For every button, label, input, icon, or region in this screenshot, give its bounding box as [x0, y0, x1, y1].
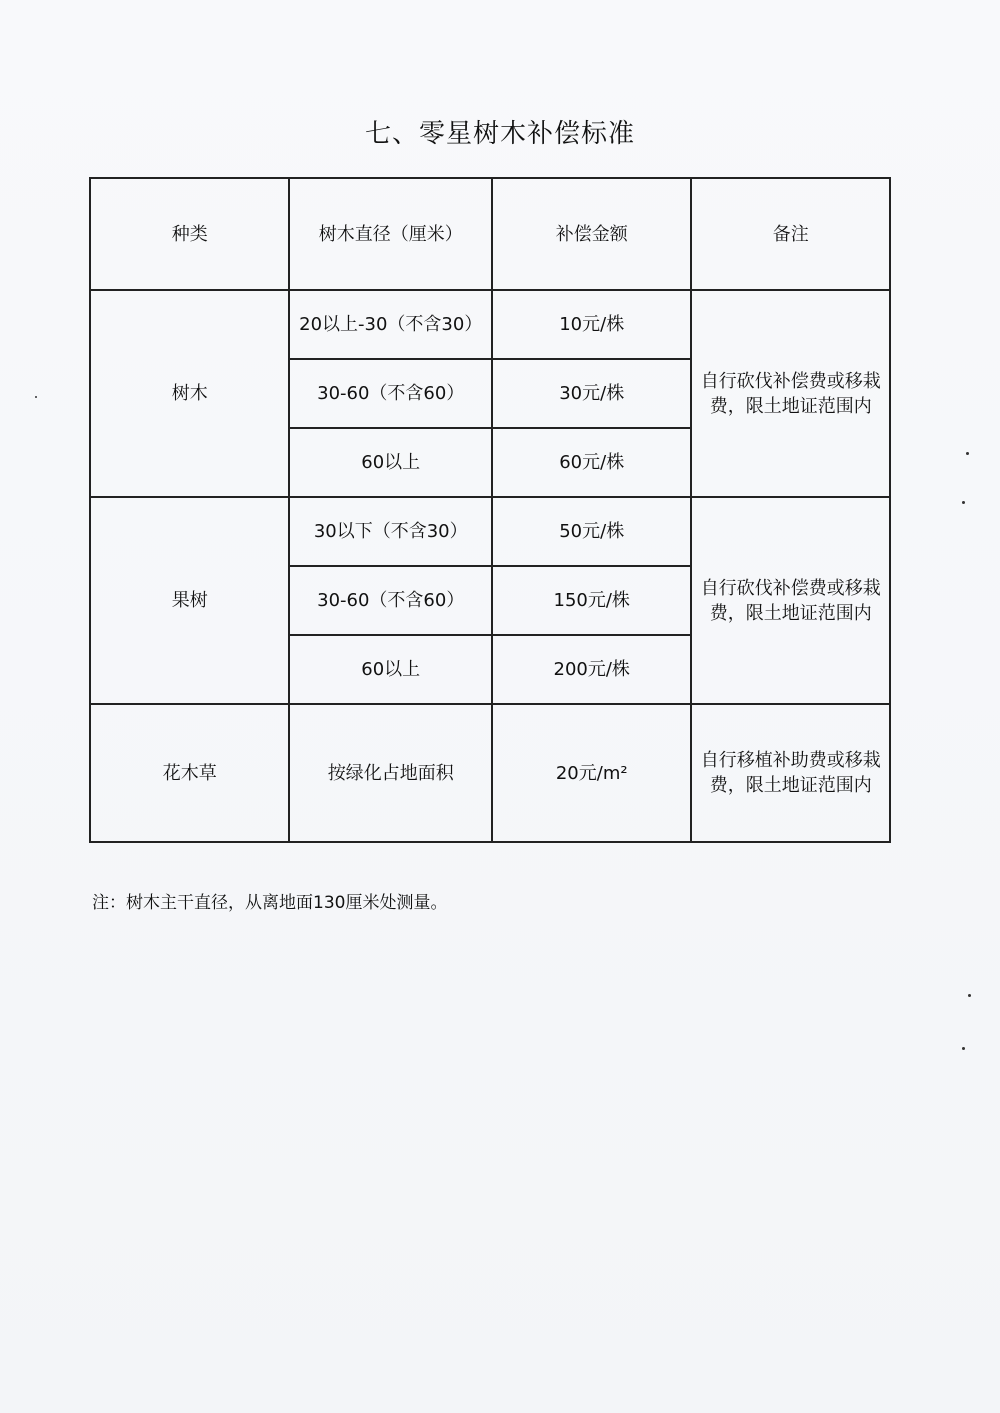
page-title: 七、零星树木补偿标准	[364, 119, 635, 149]
diameter-cell: 30-60（不含60）	[289, 359, 492, 428]
scan-speck	[966, 452, 969, 455]
amount-cell: 60元/株	[492, 428, 691, 497]
header-amount: 补偿金额	[492, 178, 691, 290]
header-note: 备注	[691, 178, 890, 290]
footnote: 注：树木主干直径，从离地面130厘米处测量。	[92, 893, 448, 913]
category-cell: 花木草	[90, 704, 289, 842]
diameter-cell: 30-60（不含60）	[289, 566, 492, 635]
compensation-table	[89, 177, 891, 843]
diameter-cell: 20以上-30（不含30）	[289, 290, 492, 359]
amount-cell: 10元/株	[492, 290, 691, 359]
scan-speck	[35, 396, 37, 398]
table-row	[90, 704, 890, 842]
header-category: 种类	[90, 178, 289, 290]
diameter-cell: 按绿化占地面积	[289, 704, 492, 842]
amount-cell: 20元/m²	[492, 704, 691, 842]
note-cell: 自行砍伐补偿费或移栽费，限土地证范围内	[691, 497, 890, 704]
note-cell: 自行砍伐补偿费或移栽费，限土地证范围内	[691, 290, 890, 497]
scan-speck	[962, 1047, 965, 1050]
diameter-cell: 60以上	[289, 428, 492, 497]
scan-speck	[962, 501, 965, 504]
amount-cell: 200元/株	[492, 635, 691, 704]
table-row	[90, 290, 890, 359]
amount-cell: 150元/株	[492, 566, 691, 635]
header-diameter: 树木直径（厘米）	[289, 178, 492, 290]
category-cell: 树木	[90, 290, 289, 497]
table-row	[90, 497, 890, 566]
diameter-cell: 30以下（不含30）	[289, 497, 492, 566]
diameter-cell: 60以上	[289, 635, 492, 704]
note-cell: 自行移植补助费或移栽费，限土地证范围内	[691, 704, 890, 842]
amount-cell: 30元/株	[492, 359, 691, 428]
scan-speck	[968, 994, 971, 997]
amount-cell: 50元/株	[492, 497, 691, 566]
category-cell: 果树	[90, 497, 289, 704]
table-header-row	[90, 178, 890, 290]
